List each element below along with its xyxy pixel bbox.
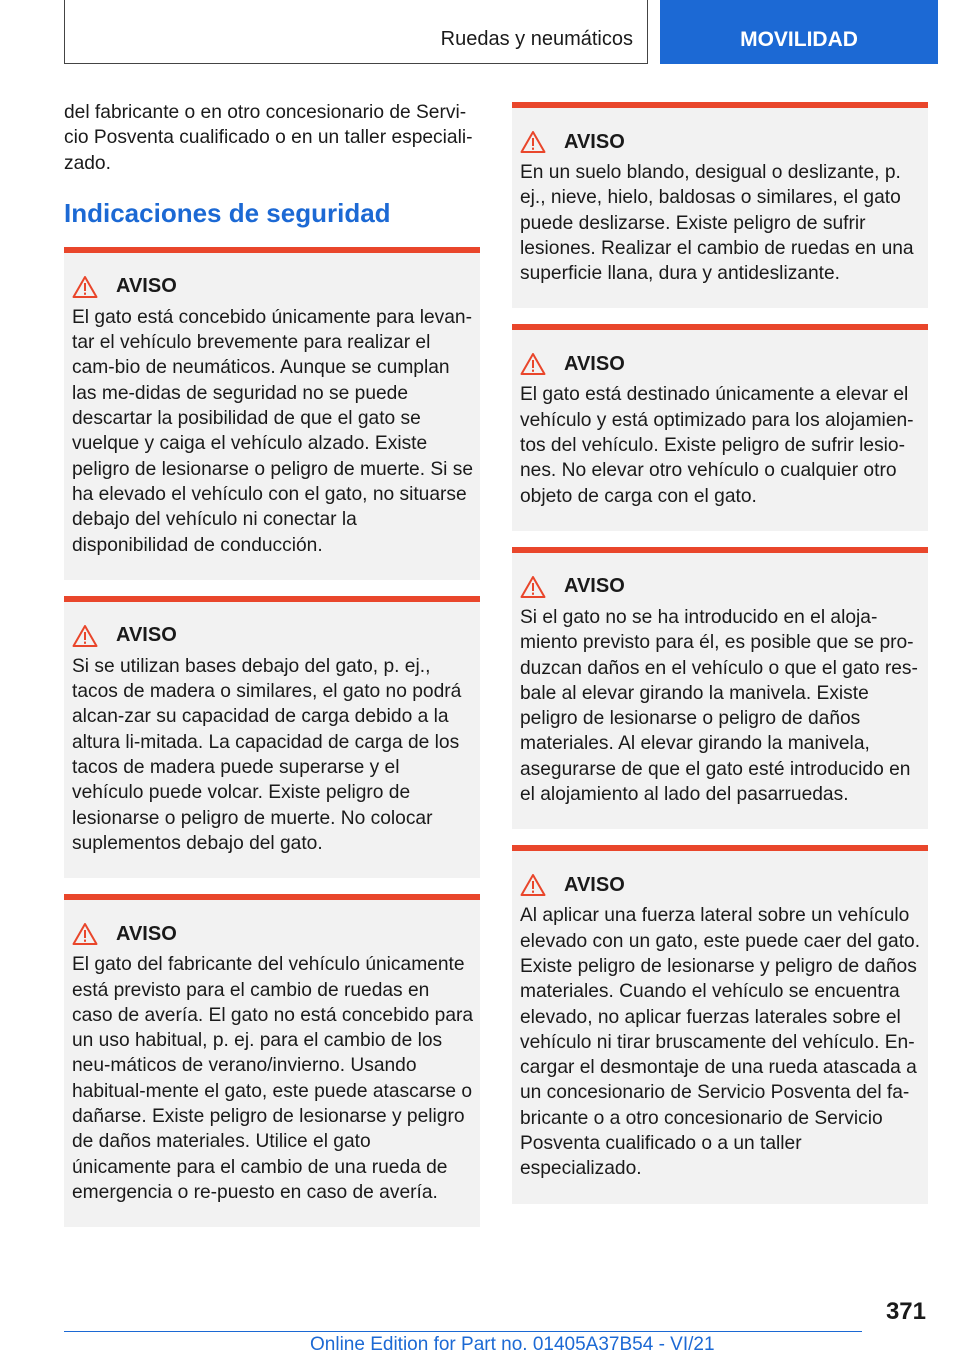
warning-title: AVISO (564, 873, 625, 896)
warning-triangle-icon (72, 624, 98, 648)
warning-header (72, 275, 474, 299)
warning-title: AVISO (116, 922, 177, 945)
warning-header (520, 873, 922, 897)
warning-title: AVISO (116, 624, 177, 647)
warning-title: AVISO (564, 130, 625, 153)
footer-divider (64, 1331, 862, 1332)
warning-box (512, 845, 928, 1203)
page-number: 371 (885, 1298, 926, 1325)
warning-box (512, 547, 928, 829)
warning-text: En un suelo blando, desigual o deslizante, p. ej., nieve, hielo, baldosas o similares, el gato puede deslizarse. Existe peligro de sufrir lesiones. Realizar el cambio de ruedas en una superficie llana, dura y antideslizante. (520, 162, 914, 285)
warning-header (520, 575, 922, 599)
warning-triangle-icon (72, 922, 98, 946)
header-section-title: Ruedas y neumáticos (440, 28, 633, 50)
warning-header (72, 922, 474, 946)
warning-triangle-icon (520, 352, 546, 376)
warning-header (520, 130, 922, 154)
warning-triangle-icon (520, 873, 546, 897)
intro-paragraph: del fabricante o en otro concesionario de Servi-cio Posventa cualificado o en un taller especiali-zado. (64, 102, 473, 174)
footer-edition: Online Edition for Part no. 01405A37B54 - VI/21 (310, 1334, 715, 1355)
page-header (0, 0, 960, 66)
warning-box (512, 102, 928, 308)
warning-text: El gato está destinado únicamente a elevar el vehículo y está optimizado para los alojamien-tos del vehículo. Existe peligro de sufrir lesio-nes. No elevar otro vehículo o cualquier otro objeto de carga con el gato. (520, 384, 914, 507)
warning-text: El gato está concebido únicamente para levan-tar el vehículo brevemente para realizar el cam-bio de neumáticos. Aunque se cumplan las me-didas de seguridad no se puede descartar la posibilidad de que el gato se vuelque y caiga el vehículo alzado. Existe peligro de lesionarse o peligro de muerte. Si se ha elevado el vehículo con el gato, no situarse debajo del vehículo ni conectar la disponibilidad de conducción. (72, 306, 474, 556)
warning-box (512, 324, 928, 530)
warning-header (72, 624, 474, 648)
warning-title: AVISO (116, 275, 177, 298)
warning-triangle-icon (72, 275, 98, 299)
warning-triangle-icon (520, 130, 546, 154)
warning-triangle-icon (520, 575, 546, 599)
right-column (512, 102, 928, 1220)
warning-box (64, 596, 480, 878)
warning-header (520, 352, 922, 376)
warning-text: Si se utilizan bases debajo del gato, p. ej., tacos de madera o similares, el gato no podrá alcan-zar su capacidad de carga debido a la altura li-mitada. La capacidad de carga de los tacos de madera puede superarse y el vehículo puede volcar. Existe peligro de lesionarse o peligro de muerte. No colocar suplementos debajo del gato. (72, 655, 462, 854)
left-column (64, 100, 480, 1243)
warning-text: El gato del fabricante del vehículo únicamente está previsto para el cambio de ruedas en caso de avería. El gato no está concebido para un uso habitual, p. ej. para el cambio de los neu-máticos de verano/invierno. Usando habitual-mente el gato, este puede atascarse o dañarse. Existe peligro de lesionarse y peligro de daños materiales. Utilice el gato únicamente para el cambio de una rueda de emergencia o re-puesto en caso de avería. (72, 954, 474, 1203)
warning-title: AVISO (564, 575, 625, 598)
header-chapter-tab: MOVILIDAD (660, 0, 938, 64)
header-section-box (64, 0, 648, 64)
warning-text: Si el gato no se ha introducido en el aloja-miento previsto para él, es posible que se pro-duzcan daños en el vehículo o que el gato res-bale al elevar girando la manivela. Existe peligro de lesionarse o peligro de daños materiales. Al elevar girando la manivela, asegurarse de que el gato esté introducido en el alojamiento al lado del pasarruedas. (520, 606, 918, 806)
section-heading: Indicaciones de seguridad (64, 197, 391, 228)
warning-title: AVISO (564, 352, 625, 375)
warning-box (64, 894, 480, 1227)
warning-text: Al aplicar una fuerza lateral sobre un vehículo elevado con un gato, este puede caer del gato. Existe peligro de lesionarse y peligro de daños materiales. Cuando el vehículo se encuentra elevado, no aplicar fuerzas laterales sobre el vehículo ni tirar bruscamente del vehículo. En-cargar el desmontaje de una rueda atascada a un concesionario de Servicio Posventa del fa-bricante o a otro concesionario de Servicio Posventa cualificado o a un taller especializado. (520, 905, 921, 1180)
warning-box (64, 247, 480, 580)
